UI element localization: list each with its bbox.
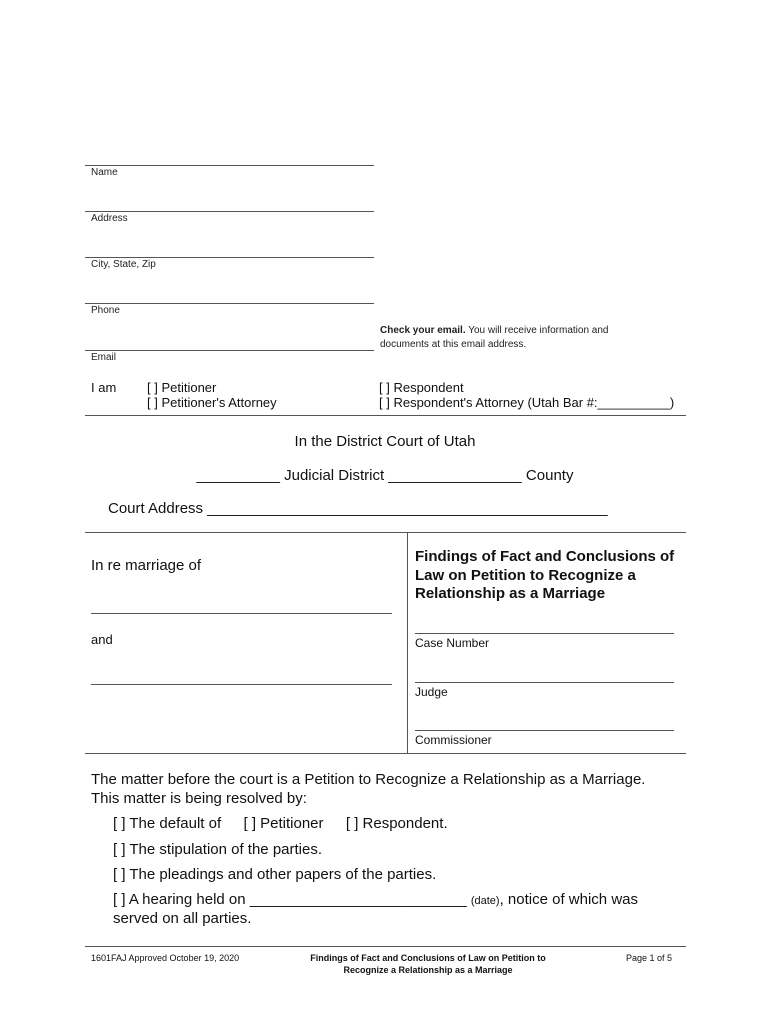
phone-line[interactable] <box>85 303 374 304</box>
commissioner-line[interactable] <box>415 730 674 731</box>
respondents-attorney-checkbox[interactable]: [ ] Respondent's Attorney (Utah Bar #:__________) <box>379 395 675 410</box>
email-note <box>380 324 680 352</box>
hearing-date-label: (date) <box>470 895 500 907</box>
petitioners-attorney-checkbox[interactable]: [ ] Petitioner's Attorney <box>147 395 277 410</box>
stipulation-checkbox[interactable]: [ ] The stipulation of the parties. <box>113 841 323 858</box>
party-one-line[interactable] <box>91 613 392 614</box>
footer-form-id: 1601FAJ Approved October 19, 2020 <box>91 953 240 963</box>
commissioner-label: Commissioner <box>415 733 492 747</box>
footer-title-line-1: Findings of Fact and Conclusions of Law on Petition to <box>310 953 546 963</box>
city-state-zip-label: City, State, Zip <box>91 259 156 270</box>
email-note-text-2: documents at this email address. <box>380 339 527 350</box>
judge-label: Judge <box>415 685 448 699</box>
default-petitioner-checkbox[interactable]: [ ] Petitioner <box>243 815 324 832</box>
in-re-marriage-label: In re marriage of <box>91 557 202 574</box>
email-label: Email <box>91 352 117 363</box>
case-number-line[interactable] <box>415 633 674 634</box>
document-title <box>415 548 674 604</box>
document-title-line-3: Relationship as a Marriage <box>415 585 606 602</box>
city-state-zip-line[interactable] <box>85 257 374 258</box>
court-title: In the District Court of Utah <box>294 433 476 450</box>
caption-bottom-border <box>85 753 686 754</box>
address-line[interactable] <box>85 211 374 212</box>
court-address-line[interactable]: Court Address ________________________________________________ <box>108 500 608 517</box>
default-respondent-checkbox[interactable]: [ ] Respondent. <box>345 815 448 832</box>
intro-text-1: The matter before the court is a Petition to Recognize a Relationship as a Marriage. <box>91 771 646 788</box>
judge-line[interactable] <box>415 682 674 683</box>
footer-title-line-2: Recognize a Relationship as a Marriage <box>343 965 513 975</box>
document-title-line-2: Law on Petition to Recognize a <box>415 566 636 584</box>
email-note-bold: Check your email. <box>380 325 466 336</box>
petitioner-checkbox[interactable]: [ ] Petitioner <box>147 380 217 395</box>
hearing-checkbox[interactable]: [ ] A hearing held on __________________________ <box>113 891 467 908</box>
footer-divider <box>85 946 686 947</box>
judicial-district-line[interactable]: __________ Judicial District ________________ County <box>196 467 574 484</box>
intro-text-2: This matter is being resolved by: <box>91 790 307 807</box>
case-number-label: Case Number <box>415 636 490 650</box>
default-option <box>113 815 448 832</box>
name-label: Name <box>91 167 118 178</box>
email-note-text-1: You will receive information and <box>468 325 609 336</box>
hearing-option <box>113 891 638 908</box>
section-divider-top <box>85 415 686 416</box>
footer-title <box>278 952 578 976</box>
and-label: and <box>91 632 113 647</box>
phone-label: Phone <box>91 305 120 316</box>
pleadings-checkbox[interactable]: [ ] The pleadings and other papers of the parties. <box>113 866 437 883</box>
address-label: Address <box>91 213 128 224</box>
respondent-checkbox[interactable]: [ ] Respondent <box>379 380 464 395</box>
caption-top-border <box>85 532 686 533</box>
default-checkbox[interactable]: [ ] The default of <box>113 815 222 832</box>
email-line[interactable] <box>85 350 374 351</box>
caption-divider <box>407 532 408 753</box>
footer-page-number: Page 1 of 5 <box>626 953 673 963</box>
party-two-line[interactable] <box>91 684 392 685</box>
name-line[interactable] <box>85 165 374 166</box>
document-title-line-1: Findings of Fact and Conclusions of <box>415 548 675 565</box>
i-am-label: I am <box>91 380 117 395</box>
hearing-served-text: served on all parties. <box>113 910 252 927</box>
hearing-notice-text: , notice of which was <box>499 891 638 908</box>
